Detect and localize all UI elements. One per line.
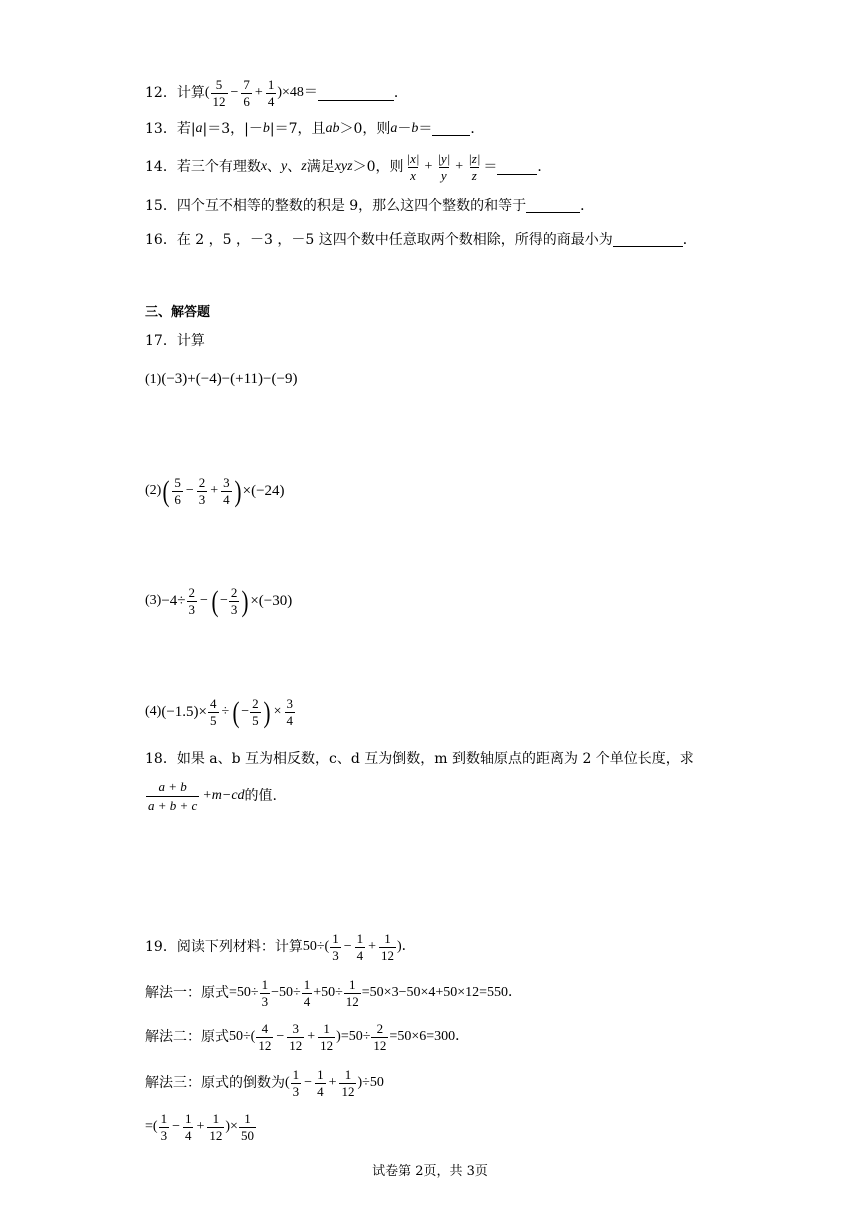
q19-line-1: [145, 932, 416, 962]
q14-var-y: y: [281, 159, 288, 175]
q19-sol2-tail: =50×6=300．: [389, 1029, 470, 1045]
q19-expr-head: 50÷(: [302, 939, 330, 955]
q19-sol2-plus: +: [307, 1029, 316, 1045]
q19-sol4-minus: −: [172, 1119, 180, 1135]
q13-answer-blank[interactable]: [432, 121, 470, 136]
q16-answer-blank[interactable]: [613, 232, 683, 247]
q18-end: 的值.: [244, 788, 277, 805]
question-14: [145, 152, 551, 182]
q12-frac-1: $\frac{5}{12}$: [212, 77, 226, 109]
q19-sol2-head: 解法二：原式: [145, 1029, 229, 1046]
q17-p4-mul: ×: [273, 704, 282, 720]
q19-sol3-minus: −: [304, 1075, 313, 1091]
q12-frac-2: $\frac{7}{6}$: [243, 77, 250, 109]
q17-p4-frac-3: $\frac{3}{4}$: [286, 696, 293, 728]
q17-part-4: [145, 697, 296, 727]
q19-l1-frac-1: $\frac{1}{3}$: [332, 931, 339, 963]
q19-sol1-a: =50÷: [229, 985, 259, 1001]
q17-p3-rparen: ): [241, 584, 249, 618]
q16-text: 16．在 2 ，5 ，－3 ，－5 这四个数中任意取两个数相除，所得的商最小为: [145, 231, 613, 248]
q17-p2-frac-3: $\frac{3}{4}$: [223, 475, 230, 507]
q19-sol1-frac-1: $\frac{1}{3}$: [261, 977, 269, 1009]
q19-solution-3-cont: [145, 1112, 257, 1142]
q19-l1-frac-3: $\frac{1}{12}$: [381, 931, 394, 963]
q14-frac-y: $\frac{|y|}{y}$: [437, 151, 451, 183]
q19-sol3-frac-2: $\frac{1}{4}$: [317, 1067, 324, 1099]
q17-p2-minus: −: [185, 483, 194, 499]
q19-sol1-frac-2: $\frac{1}{4}$: [303, 977, 311, 1009]
section-heading: 三、解答题: [145, 305, 211, 320]
q19-sol2-frac-3: $\frac{1}{12}$: [320, 1021, 334, 1053]
q14-sep-1: 、: [267, 159, 282, 176]
q17-p2-lparen: (: [162, 474, 170, 508]
q15-answer-blank[interactable]: [526, 198, 580, 213]
q13-var-a2: a: [390, 120, 398, 136]
q19-sol3-tail: )÷50: [357, 1075, 384, 1091]
q12-tail: )×48＝: [277, 85, 318, 101]
q18-tail: +m−cd: [202, 788, 245, 804]
q19-sol4-frac-4: $\frac{1}{50}$: [240, 1111, 254, 1143]
q17-p4-div: ÷: [221, 704, 230, 720]
q19-sol1-b: −50÷: [271, 985, 301, 1001]
q17-p3-lparen: (: [211, 584, 219, 618]
q18-line-2: [145, 780, 277, 812]
question-13: [145, 121, 484, 136]
q19-sol4-plus: +: [196, 1119, 205, 1135]
q17-p4-frac-2: $\frac{2}{5}$: [252, 696, 259, 728]
q14-eq: ＝: [483, 159, 498, 176]
q17-p2-label: (2): [145, 483, 162, 499]
q14-var-x: x: [260, 159, 268, 175]
q19-l1-frac-2: $\frac{1}{4}$: [356, 931, 364, 963]
q17-p3-minus: −: [200, 593, 208, 609]
q19-solution-3: [145, 1068, 384, 1098]
question-16: [145, 232, 697, 247]
q14-frac-z: $\frac{|z|}{z}$: [468, 151, 481, 183]
q15-text: 15．四个互不相等的整数的积是 9，那么这四个整数的和等于: [145, 197, 527, 214]
q12-label: 12．计算: [145, 85, 205, 102]
q19-sol1-head: 解法一：原式: [145, 985, 229, 1002]
q17-p2-plus: +: [210, 483, 219, 499]
q19-sol4-frac-2: $\frac{1}{4}$: [184, 1111, 192, 1143]
q14-end: ．: [537, 159, 552, 176]
q14-var-z: z: [301, 159, 307, 175]
q17-p4-frac-1: $\frac{4}{5}$: [210, 696, 217, 728]
q17-p3-frac-1: $\frac{2}{3}$: [188, 585, 196, 617]
q17-p2-frac-1: $\frac{5}{6}$: [174, 475, 181, 507]
q17-p3-tail: ×(−30): [250, 592, 293, 609]
q15-end: ．: [580, 197, 595, 214]
q13-var-a: a: [195, 120, 203, 136]
q19-sol1-frac-3: $\frac{1}{12}$: [345, 977, 359, 1009]
q16-end: ．: [682, 231, 697, 248]
q17-p2-frac-2: $\frac{2}{3}$: [198, 475, 206, 507]
q14-plus-1: +: [424, 159, 433, 175]
q14-text-3: ＞0，则: [352, 159, 404, 176]
q19-sol1-tail: =50×3−50×4+50×12=550．: [361, 985, 523, 1001]
q19-l1-minus: −: [343, 939, 352, 955]
question-15: [145, 198, 594, 213]
q12-answer-blank[interactable]: [318, 86, 394, 101]
q19-solution-2: [145, 1022, 469, 1052]
q13-text-1: 13．若|: [145, 120, 196, 137]
q19-sol3-a: (: [285, 1075, 290, 1091]
q14-answer-blank[interactable]: [497, 160, 537, 175]
q19-solution-1: [145, 978, 522, 1008]
q18-frac: $\frac{a + b}{a + b + c}$: [148, 779, 198, 813]
q19-sol4-frac-3: $\frac{1}{12}$: [209, 1111, 223, 1143]
q13-text-2: |＝3，|－: [202, 120, 263, 137]
q17-p4-rparen: ): [263, 695, 271, 729]
q13-var-b2: b: [411, 120, 419, 136]
q19-sol3-frac-3: $\frac{1}{12}$: [341, 1067, 355, 1099]
q17-part-1: [145, 372, 297, 387]
q19-sol2-b: )=50÷: [336, 1029, 371, 1045]
q14-frac-x: $\frac{|x|}{x}$: [406, 151, 420, 183]
q19-sol3-plus: +: [328, 1075, 337, 1091]
q19-sol3-frac-1: $\frac{1}{3}$: [292, 1067, 300, 1099]
q14-plus-2: +: [455, 159, 464, 175]
q19-sol2-frac-2: $\frac{3}{12}$: [289, 1021, 303, 1053]
q17-p1-expr: (−3)+(−4)−(+11)−(−9): [161, 371, 298, 387]
q17-p4-label: (4): [145, 704, 162, 720]
q17-p4-head: (−1.5)×: [161, 703, 207, 720]
q17-p2-rparen: ): [234, 474, 242, 508]
q18-line-1: 18．如果 a、b 互为相反数，c、d 互为倒数，m 到数轴原点的距离为 2 个单位长度，求: [145, 751, 694, 767]
question-12: [145, 78, 408, 108]
q14-text-1: 14．若三个有理数: [145, 159, 261, 176]
q17-part-3: [145, 586, 292, 616]
q12-minus: −: [230, 85, 239, 101]
q19-sol2-minus: −: [276, 1029, 285, 1045]
q17-p3-label: (3): [145, 593, 162, 609]
q12-frac-3: $\frac{1}{4}$: [267, 77, 275, 109]
q17-part-2: [145, 476, 285, 506]
q19-l1-plus: +: [368, 939, 376, 955]
q14-text-2: 满足: [306, 159, 335, 176]
q12-end: ．: [393, 85, 408, 102]
q19-sol2-frac-4: $\frac{2}{12}$: [373, 1021, 387, 1053]
q19-sol4-a: =(: [145, 1119, 158, 1135]
q17-p3-neg: −: [219, 593, 228, 609]
q13-end: ．: [470, 120, 485, 137]
q19-sol1-c: +50÷: [313, 985, 343, 1001]
page-footer: 试卷第 2页，共 3页: [372, 1164, 488, 1179]
q17-title: 17．计算: [145, 333, 205, 349]
q17-p4-neg: −: [241, 704, 250, 720]
q19-sol3-head: 解法三：原式的倒数为: [145, 1075, 285, 1092]
q17-p4-lparen: (: [232, 695, 240, 729]
q19-sol2-a: 50÷(: [229, 1029, 256, 1045]
q13-var-b: b: [262, 120, 270, 136]
q17-p1-label: (1): [145, 371, 162, 387]
q13-var-ab: ab: [325, 120, 340, 136]
q19-l1-tail: )．: [397, 939, 416, 955]
q17-p3-head: −4÷: [161, 592, 186, 609]
q13-text-3: |＝7，且: [269, 120, 326, 137]
q19-sol4-b: )×: [225, 1119, 238, 1135]
q17-p3-frac-2: $\frac{2}{3}$: [230, 585, 238, 617]
q14-sep-2: 、: [287, 159, 302, 176]
q13-text-4: ＞0，则: [339, 120, 391, 137]
q19-sol2-frac-1: $\frac{4}{12}$: [258, 1021, 272, 1053]
q17-p2-tail: ×(−24): [242, 482, 285, 499]
q14-var-xyz: xyz: [334, 159, 353, 175]
q13-minus: －: [397, 120, 412, 137]
q13-eq: ＝: [418, 120, 433, 137]
q12-plus: +: [254, 85, 263, 101]
q19-head: 19．阅读下列材料：计算: [145, 939, 303, 956]
q12-lparen: (: [204, 85, 210, 101]
q19-sol4-frac-1: $\frac{1}{3}$: [160, 1111, 168, 1143]
